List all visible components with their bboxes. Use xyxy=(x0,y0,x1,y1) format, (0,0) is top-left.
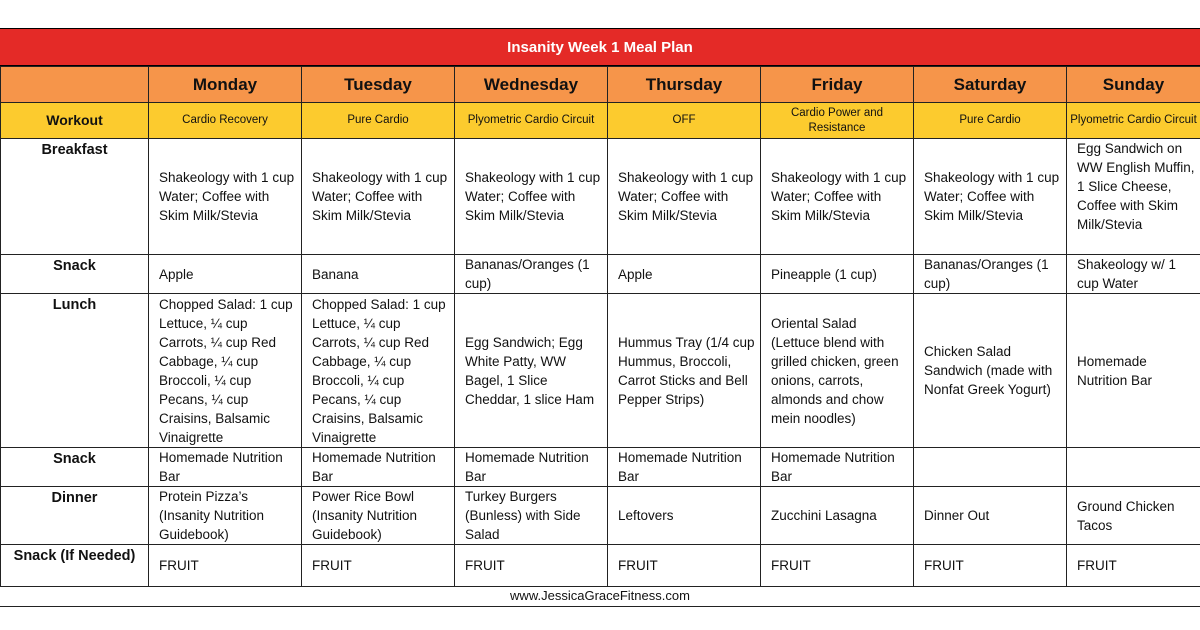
meal-cell: FRUIT xyxy=(914,545,1067,587)
meal-row xyxy=(1,448,1200,487)
meal-cell: Zucchini Lasagna xyxy=(761,487,914,545)
meal-plan-table xyxy=(0,66,1200,587)
meal-cell: Homemade Nutrition Bar xyxy=(608,448,761,487)
meal-cell: Pineapple (1 cup) xyxy=(761,255,914,294)
day-header: Sunday xyxy=(1067,67,1200,103)
day-header: Friday xyxy=(761,67,914,103)
meal-cell: Homemade Nutrition Bar xyxy=(455,448,608,487)
meal-row xyxy=(1,255,1200,294)
row-label: Lunch xyxy=(1,294,149,448)
meal-cell: Protein Pizza’s (Insanity Nutrition Guidebook) xyxy=(149,487,302,545)
meal-cell: Egg Sandwich; Egg White Patty, WW Bagel, 1 Slice Cheddar, 1 slice Ham xyxy=(455,294,608,448)
meal-cell: Egg Sandwich on WW English Muffin, 1 Slice Cheese, Coffee with Skim Milk/Stevia xyxy=(1067,139,1200,255)
meal-cell: Apple xyxy=(149,255,302,294)
meal-cell: FRUIT xyxy=(1067,545,1200,587)
workout-cell: OFF xyxy=(608,103,761,139)
meal-cell: Shakeology with 1 cup Water; Coffee with Skim Milk/Stevia xyxy=(608,139,761,255)
meal-row xyxy=(1,294,1200,448)
day-header: Monday xyxy=(149,67,302,103)
meal-cell xyxy=(1067,448,1200,487)
meal-cell: Shakeology w/ 1 cup Water xyxy=(1067,255,1200,294)
meal-rows xyxy=(1,139,1200,587)
meal-cell: Power Rice Bowl (Insanity Nutrition Guidebook) xyxy=(302,487,455,545)
meal-cell: FRUIT xyxy=(302,545,455,587)
meal-cell: Bananas/Oranges (1 cup) xyxy=(455,255,608,294)
workout-cell: Cardio Power and Resistance xyxy=(761,103,914,139)
meal-cell: Homemade Nutrition Bar xyxy=(149,448,302,487)
row-label: Breakfast xyxy=(1,139,149,255)
row-label: Snack xyxy=(1,255,149,294)
meal-cell: Shakeology with 1 cup Water; Coffee with Skim Milk/Stevia xyxy=(761,139,914,255)
meal-cell: FRUIT xyxy=(608,545,761,587)
meal-cell: Dinner Out xyxy=(914,487,1067,545)
meal-cell: Ground Chicken Tacos xyxy=(1067,487,1200,545)
row-label: Snack (If Needed) xyxy=(1,545,149,587)
meal-cell: Banana xyxy=(302,255,455,294)
workout-cell: Plyometric Cardio Circuit xyxy=(1067,103,1200,139)
meal-row xyxy=(1,545,1200,587)
workout-row xyxy=(1,103,1200,139)
meal-cell: Turkey Burgers (Bunless) with Side Salad xyxy=(455,487,608,545)
workout-cell: Pure Cardio xyxy=(302,103,455,139)
meal-cell: Shakeology with 1 cup Water; Coffee with Skim Milk/Stevia xyxy=(149,139,302,255)
meal-cell: Homemade Nutrition Bar xyxy=(302,448,455,487)
day-header: Thursday xyxy=(608,67,761,103)
workout-cell: Cardio Recovery xyxy=(149,103,302,139)
meal-cell xyxy=(914,448,1067,487)
workout-cell: Plyometric Cardio Circuit xyxy=(455,103,608,139)
day-header: Wednesday xyxy=(455,67,608,103)
day-header: Saturday xyxy=(914,67,1067,103)
corner-cell xyxy=(1,67,149,103)
meal-cell: Shakeology with 1 cup Water; Coffee with Skim Milk/Stevia xyxy=(302,139,455,255)
meal-row xyxy=(1,487,1200,545)
meal-cell: Chopped Salad: 1 cup Lettuce, ¼ cup Carrots, ¼ cup Red Cabbage, ¼ cup Broccoli, ¼ cup Pecans, ¼ cup Craisins, Balsamic Vinaigrette xyxy=(149,294,302,448)
meal-cell: Oriental Salad (Lettuce blend with grilled chicken, green onions, carrots, almonds and chow mein noodles) xyxy=(761,294,914,448)
meal-cell: FRUIT xyxy=(149,545,302,587)
footer-website: www.JessicaGraceFitness.com xyxy=(0,586,1200,607)
meal-row xyxy=(1,139,1200,255)
meal-cell: FRUIT xyxy=(455,545,608,587)
meal-cell: Shakeology with 1 cup Water; Coffee with Skim Milk/Stevia xyxy=(914,139,1067,255)
meal-cell: Chicken Salad Sandwich (made with Nonfat Greek Yogurt) xyxy=(914,294,1067,448)
day-header: Tuesday xyxy=(302,67,455,103)
meal-cell: FRUIT xyxy=(761,545,914,587)
row-label: Snack xyxy=(1,448,149,487)
meal-cell: Bananas/Oranges (1 cup) xyxy=(914,255,1067,294)
meal-cell: Hummus Tray (1/4 cup Hummus, Broccoli, Carrot Sticks and Bell Pepper Strips) xyxy=(608,294,761,448)
plan-title: Insanity Week 1 Meal Plan xyxy=(0,28,1200,66)
meal-cell: Chopped Salad: 1 cup Lettuce, ¼ cup Carrots, ¼ cup Red Cabbage, ¼ cup Broccoli, ¼ cup Pecans, ¼ cup Craisins, Balsamic Vinaigrette xyxy=(302,294,455,448)
meal-cell: Homemade Nutrition Bar xyxy=(761,448,914,487)
meal-cell: Shakeology with 1 cup Water; Coffee with Skim Milk/Stevia xyxy=(455,139,608,255)
day-header-row xyxy=(1,67,1200,103)
meal-cell: Leftovers xyxy=(608,487,761,545)
row-label: Workout xyxy=(1,103,149,139)
row-label: Dinner xyxy=(1,487,149,545)
meal-cell: Homemade Nutrition Bar xyxy=(1067,294,1200,448)
meal-cell: Apple xyxy=(608,255,761,294)
workout-cell: Pure Cardio xyxy=(914,103,1067,139)
